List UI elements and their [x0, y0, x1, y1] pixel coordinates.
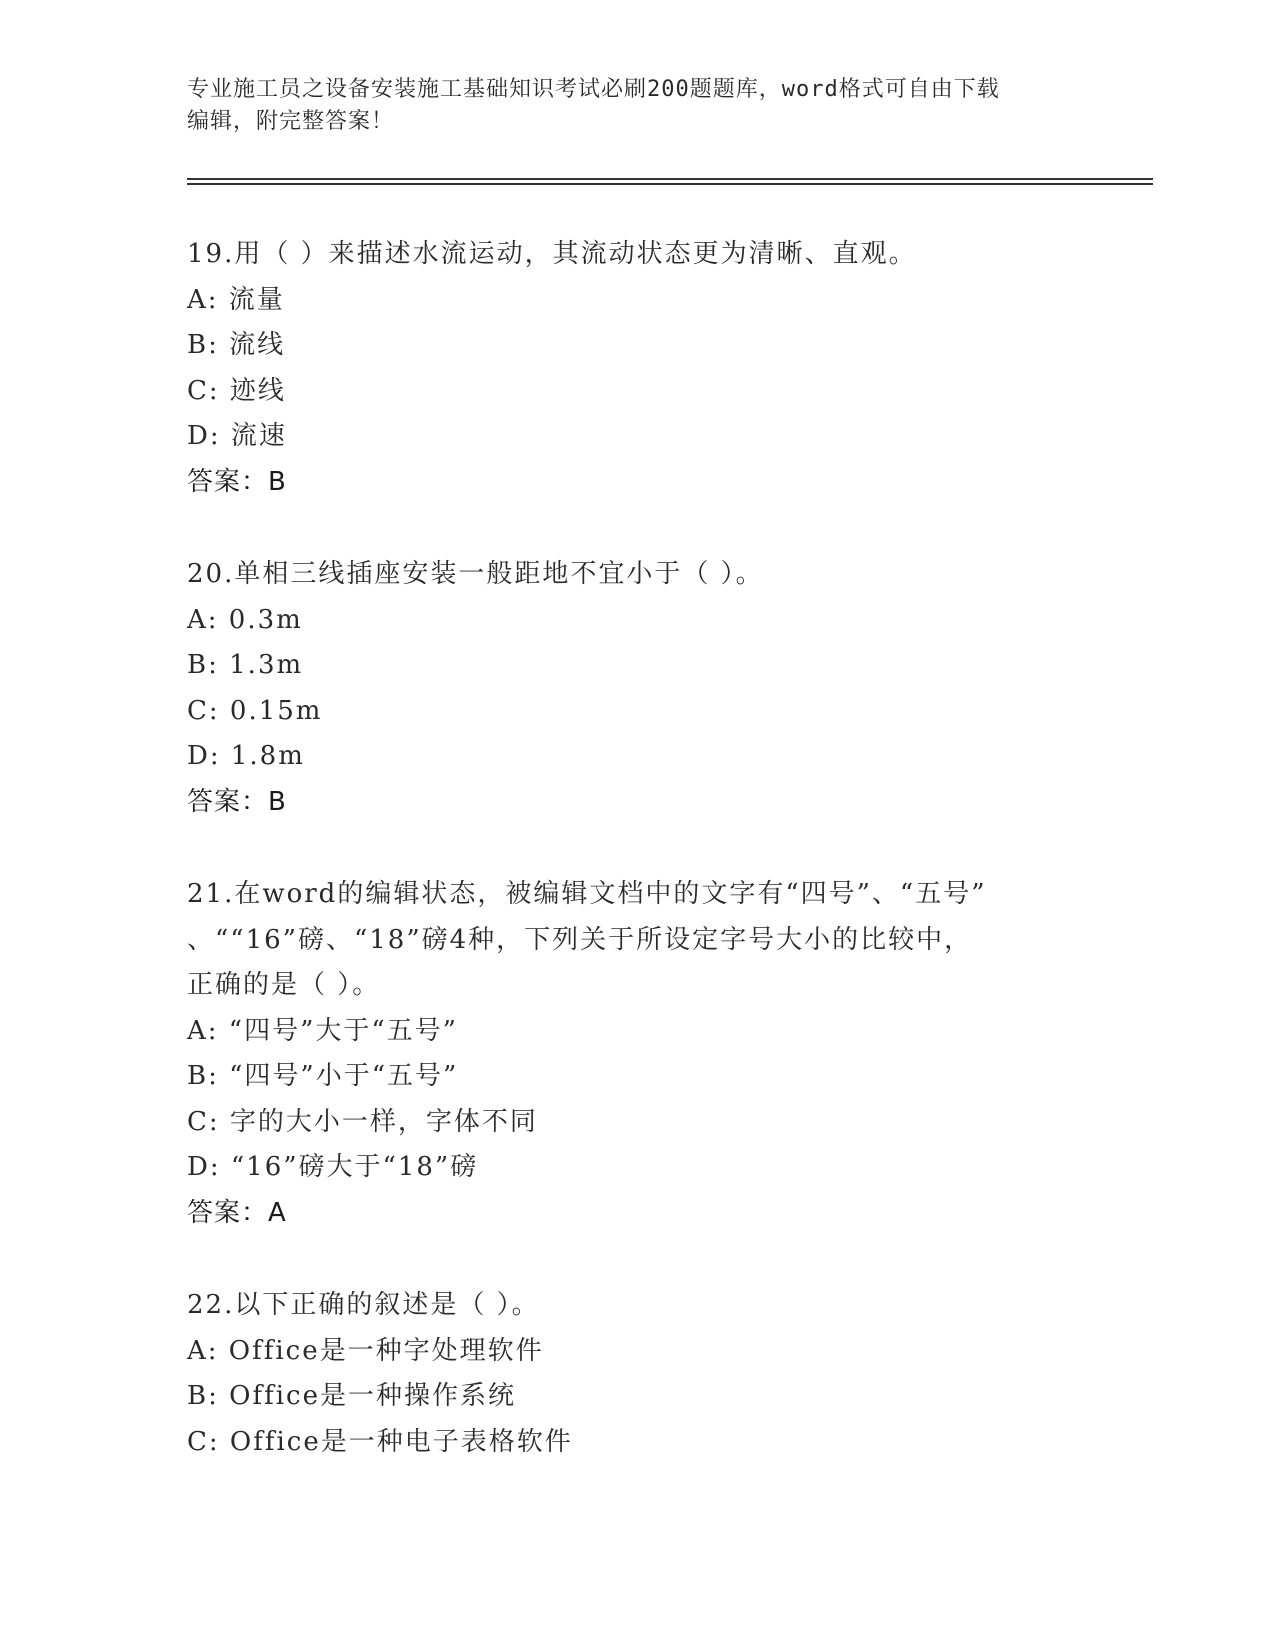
option-a: A: “四号”大于“五号”: [187, 1015, 458, 1046]
question-20: [187, 552, 1087, 825]
option-d: D: 流速: [187, 421, 287, 451]
header-divider-top: [187, 178, 1153, 180]
option-d: D: 1.8m: [187, 741, 305, 771]
option-a: A: 流量: [187, 284, 285, 315]
option-a: A: 0.3m: [187, 604, 303, 635]
option-b: B: 1.3m: [187, 650, 304, 680]
option-d: D: “16”磅大于“18”磅: [187, 1152, 479, 1182]
question-21: [187, 872, 1087, 1236]
option-b: B: Office是一种操作系统: [187, 1381, 516, 1411]
option-c: C: 字的大小一样，字体不同: [187, 1106, 538, 1137]
question-19: [187, 232, 1087, 505]
option-c: C: Office是一种电子表格软件: [187, 1426, 573, 1457]
question-text: 22.以下正确的叙述是（ ）。: [187, 1290, 540, 1320]
header-title-line-1: 专业施工员之设备安装施工基础知识考试必刷200题题库，word格式可自由下载: [187, 77, 1000, 102]
answer-text: 答案：B: [187, 466, 287, 497]
header-title-line-2: 编辑，附完整答案！: [187, 109, 395, 134]
question-text-line-3: 正确的是（ ）。: [187, 970, 381, 1000]
question-text-line-2: 、““16”磅、“18”磅4种，下列关于所设定字号大小的比较中，: [187, 924, 973, 955]
option-b: B: “四号”小于“五号”: [187, 1061, 459, 1091]
question-text: 19.用（ ）来描述水流运动，其流动状态更为清晰、直观。: [187, 239, 917, 269]
answer-text: 答案：B: [187, 786, 287, 817]
question-text: 20.单相三线插座安装一般距地不宜小于（ ）。: [187, 559, 764, 589]
option-c: C: 迹线: [187, 375, 286, 406]
question-22: [187, 1283, 1087, 1465]
header-divider-bottom: [187, 183, 1153, 185]
answer-text: 答案：A: [187, 1197, 287, 1228]
option-c: C: 0.15m: [187, 695, 323, 726]
option-a: A: Office是一种字处理软件: [187, 1335, 544, 1366]
document-header: [187, 74, 1067, 138]
question-text-line-1: 21.在word的编辑状态，被编辑文档中的文字有“四号”、“五号”: [187, 879, 987, 909]
option-b: B: 流线: [187, 330, 286, 360]
